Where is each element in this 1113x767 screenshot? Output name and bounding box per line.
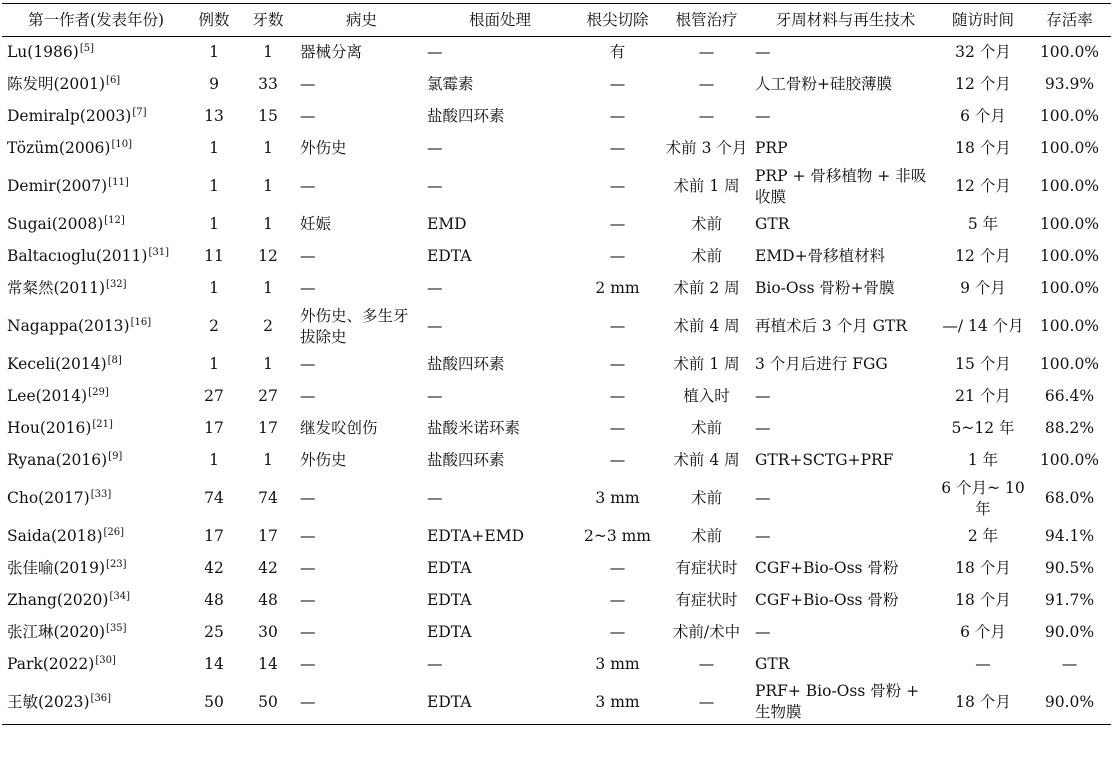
cell-survival: 90.5% bbox=[1044, 559, 1095, 577]
reference-marker: [9] bbox=[108, 450, 123, 462]
cell-survival: 100.0% bbox=[1039, 177, 1100, 195]
table-row bbox=[2, 133, 1111, 165]
cell-author bbox=[2, 349, 190, 381]
table-row bbox=[2, 445, 1111, 477]
cell-root-canal: 术前 1 周 bbox=[673, 177, 740, 195]
cell-root-canal: — bbox=[698, 655, 715, 673]
cell-apicoectomy: — bbox=[609, 419, 626, 437]
reference-marker: [11] bbox=[108, 176, 129, 188]
cell-root-surface: 氯霉素 bbox=[427, 75, 474, 93]
cell-follow-up: 9 个月 bbox=[960, 279, 1006, 297]
reference-marker: [12] bbox=[104, 214, 125, 226]
cell-author bbox=[2, 241, 190, 273]
cell-root-canal: — bbox=[698, 75, 715, 93]
cell-follow-up: 2 年 bbox=[967, 527, 999, 545]
cell-root-canal: 术前 1 周 bbox=[673, 355, 740, 373]
cell-survival: 90.0% bbox=[1044, 692, 1095, 711]
author-name: Ryana(2016) bbox=[7, 451, 108, 469]
cell-follow-up: 32 个月 bbox=[955, 43, 1011, 62]
header-author: 第一作者(发表年份) bbox=[27, 10, 165, 29]
cell-cases: 9 bbox=[209, 75, 219, 93]
author-name: Nagappa(2013) bbox=[7, 317, 130, 335]
cell-regeneration: 人工骨粉+硅胶薄膜 bbox=[755, 75, 892, 93]
cell-regeneration: — bbox=[755, 43, 771, 62]
cell-cases: 1 bbox=[209, 177, 219, 195]
cell-cases: 11 bbox=[204, 247, 224, 265]
cell-root-canal: 术前 3 个月 bbox=[665, 139, 748, 157]
cell-apicoectomy: 3 mm bbox=[595, 692, 640, 711]
cell-teeth: 12 bbox=[258, 247, 278, 265]
cell-cases: 1 bbox=[209, 139, 219, 157]
header-row bbox=[2, 4, 1111, 37]
cell-follow-up: 6 个月~ 10 年 bbox=[941, 478, 1025, 518]
author-name: Keceli(2014) bbox=[7, 355, 107, 373]
author-name: Cho(2017) bbox=[7, 489, 90, 507]
cell-survival: 100.0% bbox=[1039, 43, 1100, 62]
cell-follow-up: — bbox=[975, 655, 991, 673]
cell-apicoectomy: — bbox=[609, 177, 626, 195]
cell-root-surface: EDTA+EMD bbox=[427, 527, 525, 545]
cell-history: — bbox=[300, 623, 316, 641]
table-row bbox=[2, 617, 1111, 649]
cell-history: — bbox=[300, 279, 316, 297]
cell-apicoectomy: 3 mm bbox=[595, 655, 640, 673]
reference-marker: [21] bbox=[92, 418, 113, 430]
cell-history: 器械分离 bbox=[300, 43, 363, 62]
cell-cases: 1 bbox=[209, 279, 219, 297]
cell-regeneration: — bbox=[755, 527, 771, 545]
cell-teeth: 1 bbox=[263, 43, 273, 62]
cell-author bbox=[2, 209, 190, 241]
cell-teeth: 42 bbox=[258, 559, 278, 577]
author-name: Tözüm(2006) bbox=[7, 139, 111, 157]
reference-marker: [29] bbox=[88, 386, 109, 398]
table-row bbox=[2, 413, 1111, 445]
cell-regeneration: GTR bbox=[755, 655, 790, 673]
author-name: Lee(2014) bbox=[7, 387, 88, 405]
cell-teeth: 48 bbox=[258, 591, 278, 609]
reference-marker: [5] bbox=[79, 43, 94, 55]
cell-cases: 13 bbox=[204, 107, 224, 125]
cell-regeneration: — bbox=[755, 489, 771, 507]
cell-survival: 100.0% bbox=[1039, 355, 1100, 373]
cell-root-surface: EMD bbox=[427, 215, 467, 233]
author-name: Baltacıoglu(2011) bbox=[7, 247, 148, 265]
cell-history: 外伤史 bbox=[300, 139, 347, 157]
cell-cases: 42 bbox=[204, 559, 224, 577]
cell-author bbox=[2, 165, 190, 209]
cell-regeneration: Bio-Oss 骨粉+骨膜 bbox=[755, 279, 895, 297]
cell-cases: 1 bbox=[209, 43, 219, 62]
cell-author bbox=[2, 37, 190, 69]
table-body bbox=[2, 37, 1111, 725]
cell-root-surface: — bbox=[427, 387, 443, 405]
cell-survival: 66.4% bbox=[1044, 387, 1095, 405]
cell-teeth: 2 bbox=[263, 317, 273, 335]
cell-teeth: 30 bbox=[258, 623, 278, 641]
cell-follow-up: 12 个月 bbox=[955, 247, 1011, 265]
cell-apicoectomy: — bbox=[609, 317, 626, 335]
cell-history: 外伤史 bbox=[300, 451, 347, 469]
cell-cases: 14 bbox=[204, 655, 224, 673]
cell-root-surface: EDTA bbox=[427, 623, 472, 641]
cell-follow-up: 18 个月 bbox=[955, 692, 1011, 711]
table-row bbox=[2, 585, 1111, 617]
cell-root-canal: 术前 bbox=[690, 419, 722, 437]
reference-marker: [26] bbox=[103, 526, 125, 538]
cell-author bbox=[2, 101, 190, 133]
cell-root-surface: — bbox=[427, 139, 443, 157]
cell-history: — bbox=[300, 559, 316, 577]
cell-root-canal: 术前 bbox=[690, 215, 722, 233]
cell-apicoectomy: — bbox=[609, 451, 626, 469]
cell-teeth: 1 bbox=[263, 177, 273, 195]
cell-teeth: 33 bbox=[258, 75, 278, 93]
cell-follow-up: 18 个月 bbox=[955, 559, 1011, 577]
cell-root-surface: — bbox=[427, 655, 443, 673]
cell-regeneration: — bbox=[755, 623, 771, 641]
cell-follow-up: 21 个月 bbox=[955, 387, 1011, 405]
cell-apicoectomy: — bbox=[609, 215, 626, 233]
cell-teeth: 1 bbox=[263, 215, 273, 233]
cell-teeth: 15 bbox=[258, 107, 278, 125]
cell-author bbox=[2, 381, 190, 413]
cell-apicoectomy: — bbox=[609, 355, 626, 373]
cell-cases: 27 bbox=[204, 387, 224, 405]
cell-cases: 17 bbox=[204, 527, 224, 545]
cell-cases: 2 bbox=[209, 317, 219, 335]
cell-apicoectomy: — bbox=[609, 247, 626, 265]
cell-apicoectomy: — bbox=[609, 75, 626, 93]
cell-cases: 48 bbox=[204, 591, 224, 609]
literature-table bbox=[2, 3, 1111, 725]
cell-follow-up: 15 个月 bbox=[955, 355, 1011, 373]
cell-teeth: 1 bbox=[263, 139, 273, 157]
cell-survival: 100.0% bbox=[1039, 317, 1100, 335]
reference-marker: [34] bbox=[109, 590, 130, 602]
cell-regeneration: GTR+SCTG+PRF bbox=[755, 451, 894, 469]
cell-root-surface: — bbox=[427, 43, 443, 62]
reference-marker: [8] bbox=[107, 354, 122, 366]
cell-regeneration: PRP + 骨移植物 + 非吸收膜 bbox=[755, 166, 927, 206]
cell-follow-up: 6 个月 bbox=[960, 107, 1006, 125]
cell-root-surface: 盐酸米诺环素 bbox=[427, 419, 521, 437]
cell-author bbox=[2, 69, 190, 101]
cell-teeth: 17 bbox=[258, 419, 278, 437]
cell-cases: 25 bbox=[204, 623, 224, 641]
author-name: Zhang(2020) bbox=[7, 591, 109, 609]
cell-root-canal: — bbox=[698, 107, 715, 125]
cell-regeneration: CGF+Bio-Oss 骨粉 bbox=[755, 559, 899, 577]
cell-follow-up: 12 个月 bbox=[955, 177, 1011, 195]
cell-root-canal: 有症状时 bbox=[675, 559, 738, 577]
table-row bbox=[2, 681, 1111, 725]
reference-marker: [23] bbox=[106, 558, 127, 570]
cell-apicoectomy: — bbox=[609, 387, 626, 405]
table-row bbox=[2, 165, 1111, 209]
reference-marker: [6] bbox=[106, 74, 121, 86]
cell-author bbox=[2, 521, 190, 553]
cell-author bbox=[2, 649, 190, 681]
cell-apicoectomy: — bbox=[609, 107, 626, 125]
table-row bbox=[2, 37, 1111, 69]
author-name: Demir(2007) bbox=[7, 177, 108, 195]
reference-marker: [36] bbox=[90, 692, 112, 704]
cell-root-canal: 术前 bbox=[690, 527, 722, 545]
cell-teeth: 17 bbox=[258, 527, 278, 545]
cell-author bbox=[2, 553, 190, 585]
cell-root-canal: 术前 4 周 bbox=[673, 317, 740, 335]
table-row bbox=[2, 649, 1111, 681]
author-name: Lu(1986) bbox=[7, 43, 79, 62]
cell-history: — bbox=[300, 692, 316, 711]
cell-teeth: 1 bbox=[263, 279, 273, 297]
header-cases: 例数 bbox=[198, 10, 230, 29]
cell-teeth: 74 bbox=[258, 489, 278, 507]
table-row bbox=[2, 241, 1111, 273]
author-name: 张江琳(2020) bbox=[7, 623, 106, 641]
author-name: Sugai(2008) bbox=[7, 215, 104, 233]
cell-history: 妊娠 bbox=[300, 215, 332, 233]
reference-marker: [7] bbox=[132, 106, 147, 118]
cell-root-surface: EDTA bbox=[427, 247, 472, 265]
cell-teeth: 1 bbox=[263, 451, 273, 469]
cell-apicoectomy: 3 mm bbox=[595, 489, 640, 507]
cell-survival: 90.0% bbox=[1044, 623, 1095, 641]
author-name: 陈发明(2001) bbox=[7, 75, 106, 93]
table-row bbox=[2, 273, 1111, 305]
cell-root-canal: 术前 bbox=[690, 247, 722, 265]
cell-teeth: 14 bbox=[258, 655, 278, 673]
reference-marker: [10] bbox=[111, 138, 132, 150]
cell-root-canal: 术前 bbox=[690, 489, 722, 507]
cell-cases: 50 bbox=[204, 692, 224, 711]
cell-regeneration: EMD+骨移植材料 bbox=[755, 247, 886, 265]
cell-root-canal: 术前 4 周 bbox=[673, 451, 740, 469]
cell-regeneration: CGF+Bio-Oss 骨粉 bbox=[755, 591, 899, 609]
cell-follow-up: 6 个月 bbox=[960, 623, 1006, 641]
cell-root-canal: 术前/术中 bbox=[672, 623, 741, 641]
cell-survival: 93.9% bbox=[1044, 75, 1095, 93]
author-name: 王敏(2023) bbox=[7, 692, 90, 711]
cell-history: — bbox=[300, 177, 316, 195]
cell-regeneration: — bbox=[755, 387, 771, 405]
cell-root-canal: — bbox=[698, 692, 715, 711]
header-apicoectomy: 根尖切除 bbox=[586, 10, 649, 29]
cell-history: — bbox=[300, 75, 316, 93]
cell-apicoectomy: — bbox=[609, 623, 626, 641]
cell-history: — bbox=[300, 527, 316, 545]
header-regeneration: 牙周材料与再生技术 bbox=[775, 10, 916, 29]
cell-regeneration: PRP bbox=[755, 139, 788, 157]
header-root-canal: 根管治疗 bbox=[675, 10, 738, 29]
cell-root-canal: 有症状时 bbox=[675, 591, 738, 609]
cell-follow-up: 18 个月 bbox=[955, 139, 1011, 157]
table-header bbox=[2, 4, 1111, 37]
cell-author bbox=[2, 585, 190, 617]
cell-root-surface: EDTA bbox=[427, 692, 472, 711]
cell-root-surface: 盐酸四环素 bbox=[427, 451, 505, 469]
cell-root-canal: 术前 2 周 bbox=[673, 279, 740, 297]
cell-regeneration: GTR bbox=[755, 215, 790, 233]
reference-marker: [30] bbox=[95, 654, 116, 666]
reference-marker: [35] bbox=[106, 622, 127, 634]
cell-regeneration: — bbox=[755, 419, 771, 437]
table-row bbox=[2, 69, 1111, 101]
cell-apicoectomy: — bbox=[609, 139, 626, 157]
cell-root-surface: EDTA bbox=[427, 591, 472, 609]
cell-apicoectomy: 2~3 mm bbox=[583, 527, 652, 545]
cell-history: — bbox=[300, 107, 316, 125]
cell-survival: — bbox=[1061, 655, 1078, 673]
cell-root-surface: — bbox=[427, 489, 443, 507]
cell-survival: 100.0% bbox=[1039, 279, 1100, 297]
cell-survival: 88.2% bbox=[1044, 419, 1095, 437]
cell-cases: 74 bbox=[204, 489, 224, 507]
cell-survival: 68.0% bbox=[1044, 489, 1095, 507]
cell-author bbox=[2, 477, 190, 521]
cell-cases: 1 bbox=[209, 451, 219, 469]
cell-author bbox=[2, 681, 190, 725]
cell-root-surface: 盐酸四环素 bbox=[427, 107, 505, 125]
cell-teeth: 50 bbox=[258, 692, 278, 711]
cell-author bbox=[2, 305, 190, 349]
header-history: 病史 bbox=[345, 10, 377, 29]
cell-follow-up: 12 个月 bbox=[955, 75, 1011, 93]
cell-root-canal: — bbox=[698, 43, 715, 62]
author-name: Park(2022) bbox=[7, 655, 95, 673]
cell-follow-up: —/ 14 个月 bbox=[942, 317, 1024, 335]
cell-regeneration: — bbox=[755, 107, 771, 125]
table-row bbox=[2, 381, 1111, 413]
cell-cases: 1 bbox=[209, 355, 219, 373]
cell-root-surface: — bbox=[427, 177, 443, 195]
author-name: Demiralp(2003) bbox=[7, 107, 132, 125]
cell-apicoectomy: 有 bbox=[609, 43, 626, 62]
cell-survival: 100.0% bbox=[1039, 139, 1100, 157]
cell-root-surface: EDTA bbox=[427, 559, 472, 577]
cell-history: — bbox=[300, 247, 316, 265]
cell-survival: 100.0% bbox=[1039, 451, 1100, 469]
cell-history: — bbox=[300, 489, 316, 507]
cell-follow-up: 5 年 bbox=[967, 215, 999, 233]
cell-apicoectomy: — bbox=[609, 559, 626, 577]
table-row bbox=[2, 477, 1111, 521]
cell-regeneration: 3 个月后进行 FGG bbox=[755, 355, 888, 373]
cell-survival: 100.0% bbox=[1039, 247, 1100, 265]
cell-cases: 17 bbox=[204, 419, 224, 437]
table-row bbox=[2, 305, 1111, 349]
cell-author bbox=[2, 413, 190, 445]
cell-regeneration: 再植术后 3 个月 GTR bbox=[755, 317, 908, 335]
cell-root-surface: — bbox=[427, 317, 443, 335]
cell-history: 继发㕮创伤 bbox=[300, 419, 378, 437]
cell-survival: 94.1% bbox=[1044, 527, 1095, 545]
reference-marker: [32] bbox=[106, 278, 127, 290]
cell-follow-up: 5~12 年 bbox=[951, 419, 1015, 437]
reference-marker: [31] bbox=[148, 246, 169, 258]
cell-author bbox=[2, 445, 190, 477]
cell-history: — bbox=[300, 355, 316, 373]
cell-history: 外伤史、多生牙拔除史 bbox=[300, 306, 409, 346]
header-teeth: 牙数 bbox=[252, 10, 284, 29]
cell-history: — bbox=[300, 655, 316, 673]
table-row bbox=[2, 349, 1111, 381]
cell-author bbox=[2, 273, 190, 305]
table-row bbox=[2, 521, 1111, 553]
table-row bbox=[2, 101, 1111, 133]
cell-author bbox=[2, 133, 190, 165]
header-follow-up: 随访时间 bbox=[951, 10, 1014, 29]
author-name: 常粲然(2011) bbox=[7, 279, 106, 297]
cell-apicoectomy: 2 mm bbox=[595, 279, 640, 297]
cell-history: — bbox=[300, 387, 316, 405]
cell-survival: 100.0% bbox=[1039, 215, 1100, 233]
table-row bbox=[2, 553, 1111, 585]
header-survival: 存活率 bbox=[1046, 10, 1093, 29]
cell-survival: 91.7% bbox=[1044, 591, 1095, 609]
cell-root-surface: 盐酸四环素 bbox=[427, 355, 505, 373]
cell-teeth: 27 bbox=[258, 387, 278, 405]
cell-root-canal: 植入时 bbox=[683, 387, 730, 405]
cell-apicoectomy: — bbox=[609, 591, 626, 609]
cell-survival: 100.0% bbox=[1039, 107, 1100, 125]
reference-marker: [16] bbox=[130, 316, 152, 328]
cell-cases: 1 bbox=[209, 215, 219, 233]
reference-marker: [33] bbox=[90, 488, 112, 500]
author-name: 张佳喻(2019) bbox=[7, 559, 106, 577]
cell-teeth: 1 bbox=[263, 355, 273, 373]
cell-follow-up: 1 年 bbox=[967, 451, 999, 469]
author-name: Hou(2016) bbox=[7, 419, 92, 437]
table-row bbox=[2, 209, 1111, 241]
cell-root-surface: — bbox=[427, 279, 443, 297]
cell-history: — bbox=[300, 591, 316, 609]
header-root-surface: 根面处理 bbox=[468, 10, 531, 29]
author-name: Saida(2018) bbox=[7, 527, 103, 545]
cell-author bbox=[2, 617, 190, 649]
cell-regeneration: PRF+ Bio-Oss 骨粉 + 生物膜 bbox=[755, 682, 920, 722]
cell-follow-up: 18 个月 bbox=[955, 591, 1011, 609]
